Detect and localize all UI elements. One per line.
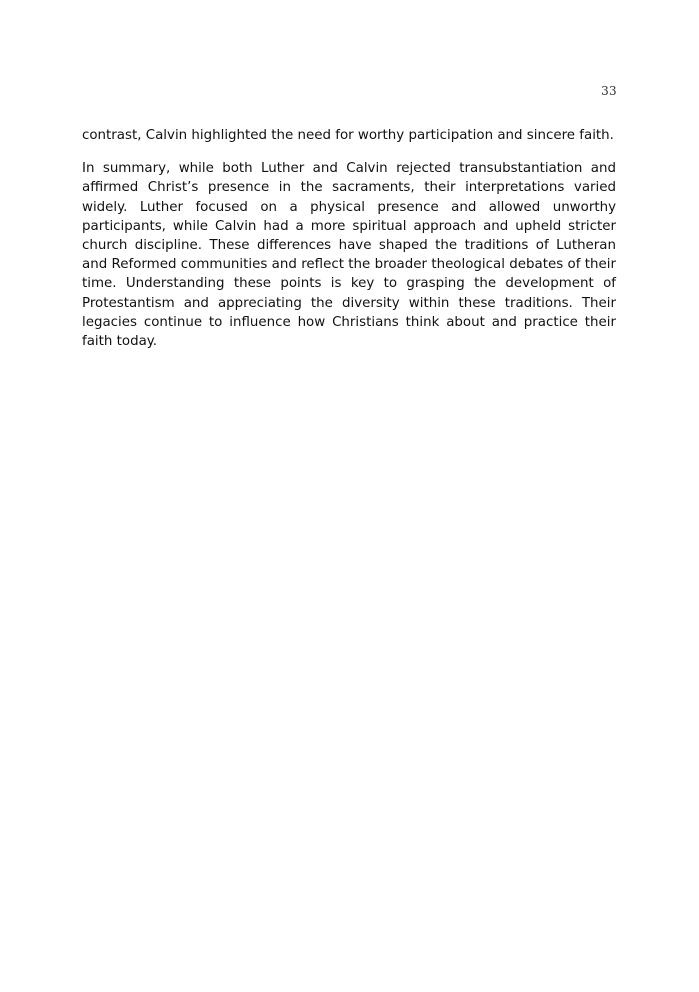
paragraph-summary: In summary, while both Luther and Calvin rejected transubstantiation and affirmed Christ’s presence in the sacraments, their interpretations varied widely. Luther focused on a physical presence and allowed unworthy participants, while Calvin had a more spiritual approach and upheld stricter church discipline. These differences have shaped the traditions of Lutheran and Reformed communities and reflect the broader theological debates of their time. Understanding these points is key to grasping the development of Protestantism and appreciating the diversity within these traditions. Their legacies continue to influence how Christians think about and practice their faith today.: [82, 161, 616, 350]
page-number: 33: [601, 84, 617, 98]
body-text: [82, 126, 616, 351]
paragraph-continuation: contrast, Calvin highlighted the need for worthy participation and sincere faith.: [82, 128, 614, 143]
